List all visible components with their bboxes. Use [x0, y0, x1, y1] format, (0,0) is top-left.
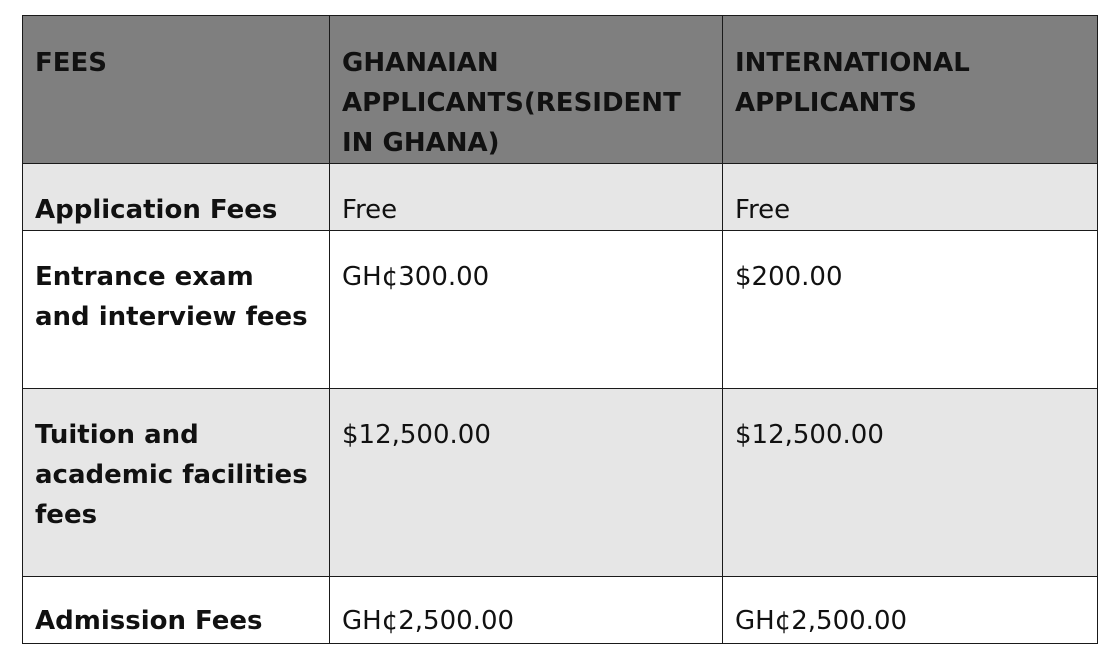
header-row [23, 16, 1098, 164]
row-label: Application Fees [23, 164, 330, 231]
row-label: Admission Fees [23, 577, 330, 644]
header-fees: FEES [23, 16, 330, 164]
ghanaian-fee-cell: GH¢2,500.00 [330, 577, 723, 644]
ghanaian-fee-cell: $12,500.00 [330, 389, 723, 577]
table-row [23, 164, 1098, 231]
row-label: Tuition and academic facilities fees [23, 389, 330, 577]
international-fee-cell: $12,500.00 [723, 389, 1098, 577]
international-fee-cell: $200.00 [723, 231, 1098, 389]
table-row [23, 231, 1098, 389]
table-row [23, 389, 1098, 577]
row-label: Entrance exam and interview fees [23, 231, 330, 389]
ghanaian-fee-cell: Free [330, 164, 723, 231]
ghanaian-fee-cell: GH¢300.00 [330, 231, 723, 389]
fees-table [22, 15, 1098, 644]
header-international-applicants: INTERNATIONAL APPLICANTS [723, 16, 1098, 164]
international-fee-cell: GH¢2,500.00 [723, 577, 1098, 644]
international-fee-cell: Free [723, 164, 1098, 231]
table-row [23, 577, 1098, 644]
header-ghanaian-applicants: GHANAIAN APPLICANTS(RESIDENT IN GHANA) [330, 16, 723, 164]
